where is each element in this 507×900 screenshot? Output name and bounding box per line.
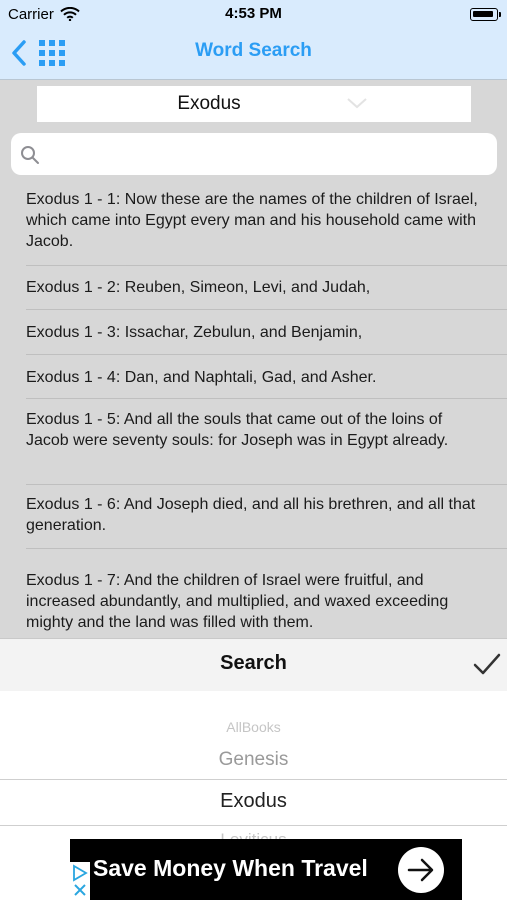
search-icon xyxy=(20,145,40,165)
verse-text: Exodus 1 - 5: And all the souls that came out of the loins of Jacob were seventy souls: for Joseph was in Egypt already. xyxy=(26,411,449,449)
picker-title: Search xyxy=(220,652,287,674)
picker-selection-line-top xyxy=(0,779,507,780)
list-item[interactable] xyxy=(0,266,507,310)
picker-option[interactable]: AllBooks xyxy=(226,719,281,735)
search-input[interactable] xyxy=(11,133,497,175)
list-item[interactable] xyxy=(0,399,507,485)
picker-selection-line-bottom xyxy=(0,825,507,826)
list-item[interactable] xyxy=(0,180,507,266)
list-item[interactable] xyxy=(0,355,507,399)
list-item[interactable] xyxy=(0,485,507,549)
verse-text: Exodus 1 - 4: Dan, and Naphtali, Gad, and Asher. xyxy=(26,369,377,386)
verse-list[interactable] xyxy=(0,180,507,638)
verse-text: Exodus 1 - 2: Reuben, Simeon, Levi, and Judah, xyxy=(26,279,371,296)
carrier-label: Carrier xyxy=(8,6,54,23)
ad-choices-icon[interactable] xyxy=(70,862,90,900)
picker-option[interactable]: Genesis xyxy=(218,749,289,770)
ad-text[interactable]: Save Money When Travel xyxy=(93,855,368,881)
arrow-right-icon[interactable] xyxy=(397,846,445,894)
book-selector-value[interactable]: Exodus xyxy=(177,93,241,114)
list-item[interactable] xyxy=(0,549,507,638)
page-title: Word Search xyxy=(195,40,312,61)
battery-icon xyxy=(470,8,498,21)
picker-option-selected[interactable]: Exodus xyxy=(220,790,287,812)
status-time: 4:53 PM xyxy=(225,5,282,22)
battery-tip xyxy=(499,12,501,17)
verse-text: Exodus 1 - 3: Issachar, Zebulun, and Benjamin, xyxy=(26,324,363,341)
verse-text: Exodus 1 - 1: Now these are the names of the children of Israel, which came into Egypt every man and his household came with Jacob. xyxy=(26,191,478,250)
verse-text: Exodus 1 - 6: And Joseph died, and all his brethren, and all that generation. xyxy=(26,496,476,534)
verse-text: Exodus 1 - 7: And the children of Israel were fruitful, and increased abundantly, and multiplied, and waxed exceeding mighty and the land was filled with them. xyxy=(26,572,449,631)
list-item[interactable] xyxy=(0,310,507,355)
chevron-down-icon[interactable] xyxy=(346,96,368,110)
checkmark-icon[interactable] xyxy=(473,652,501,676)
